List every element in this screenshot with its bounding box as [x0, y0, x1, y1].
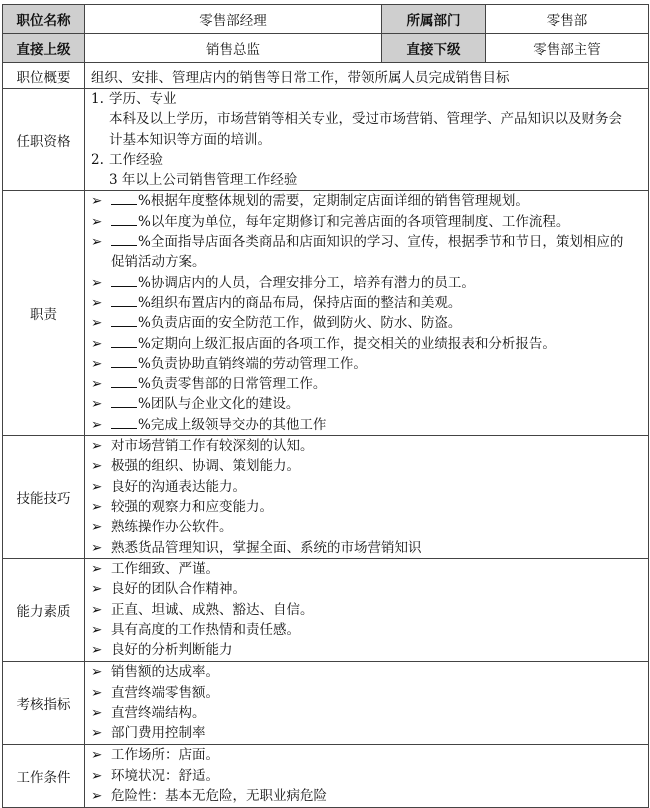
arrow-bullet-icon: ➢	[91, 458, 103, 475]
duty-item: ➢ %组织布置店内的商品布局，保持店面的整洁和美观。	[91, 293, 644, 313]
subordinate-label: 直接下级	[382, 34, 486, 63]
arrow-bullet-icon: ➢	[91, 642, 103, 659]
abilities-label: 能力素质	[3, 558, 85, 661]
overview-row	[3, 63, 649, 89]
condition-item: ➢ 环境状况：舒适。	[91, 766, 644, 786]
arrow-bullet-icon: ➢	[91, 478, 103, 495]
header-row-1	[3, 5, 649, 34]
conditions-label: 工作条件	[3, 744, 85, 807]
arrow-bullet-icon: ➢	[91, 725, 103, 742]
arrow-bullet-icon: ➢	[91, 519, 103, 536]
arrow-bullet-icon: ➢	[91, 294, 103, 311]
conditions-row	[3, 744, 649, 807]
overview-label: 职位概要	[3, 63, 85, 89]
duty-item: ➢ %以年度为单位，每年定期修订和完善店面的各项管理制度、工作流程。	[91, 212, 644, 232]
percentage-blank	[111, 355, 137, 368]
overview-text: 组织、安排、管理店内的销售等日常工作，带领所属人员完成销售目标	[85, 63, 649, 89]
percentage-blank	[111, 233, 137, 246]
percentage-blank	[111, 274, 137, 287]
arrow-bullet-icon: ➢	[91, 438, 103, 455]
ability-item: ➢ 良好的团队合作精神。	[91, 579, 644, 599]
arrow-bullet-icon: ➢	[91, 213, 103, 230]
qualification-item-education: 1. 学历、专业	[91, 91, 177, 107]
header-row-2	[3, 34, 649, 63]
arrow-bullet-icon: ➢	[91, 601, 103, 618]
percentage-blank	[111, 335, 137, 348]
skills-row	[3, 436, 649, 559]
duties-row	[3, 191, 649, 436]
kpi-item: ➢ 直营终端结构。	[91, 703, 644, 723]
position-name-label: 职位名称	[3, 5, 85, 34]
arrow-bullet-icon: ➢	[91, 747, 103, 764]
kpi-item: ➢ 部门费用控制率	[91, 723, 644, 743]
abilities-list	[85, 558, 649, 661]
skill-item: ➢ 良好的沟通表达能力。	[91, 477, 644, 497]
position-name-value: 零售部经理	[85, 5, 382, 34]
subordinate-value: 零售部主管	[486, 34, 649, 63]
duty-item: ➢ %负责店面的安全防范工作，做到防火、防水、防盗。	[91, 313, 644, 333]
arrow-bullet-icon: ➢	[91, 416, 103, 433]
percentage-blank	[111, 375, 137, 388]
kpis-label: 考核指标	[3, 661, 85, 744]
duty-item: ➢ %协调店内的人员，合理安排分工，培养有潜力的员工。	[91, 273, 644, 293]
arrow-bullet-icon: ➢	[91, 193, 103, 210]
arrow-bullet-icon: ➢	[91, 561, 103, 578]
duty-item: ➢ %负责协助直销终端的劳动管理工作。	[91, 354, 644, 374]
duty-item: ➢ %负责零售部的日常管理工作。	[91, 374, 644, 394]
ability-item: ➢ 良好的分析判断能力	[91, 640, 644, 660]
arrow-bullet-icon: ➢	[91, 498, 103, 515]
arrow-bullet-icon: ➢	[91, 274, 103, 291]
ability-item: ➢ 正直、坦诚、成熟、豁达、自信。	[91, 600, 644, 620]
qualifications-label: 任职资格	[3, 89, 85, 191]
job-description-table	[2, 4, 649, 808]
arrow-bullet-icon: ➢	[91, 621, 103, 638]
arrow-bullet-icon: ➢	[91, 234, 103, 251]
duties-label: 职责	[3, 191, 85, 436]
job-description-sheet	[2, 4, 648, 808]
arrow-bullet-icon: ➢	[91, 767, 103, 784]
duty-item: ➢ %团队与企业文化的建设。	[91, 394, 644, 414]
arrow-bullet-icon: ➢	[91, 684, 103, 701]
percentage-blank	[111, 416, 137, 429]
ability-item: ➢ 具有高度的工作热情和责任感。	[91, 620, 644, 640]
percentage-blank	[111, 395, 137, 408]
department-label: 所属部门	[382, 5, 486, 34]
qualification-item-experience: 2. 工作经验	[91, 151, 163, 168]
condition-item: ➢ 危险性：基本无危险，无职业病危险	[91, 786, 644, 806]
qualification-education-text-2: 计基本知识等方面的培训。	[109, 131, 271, 148]
skill-item: ➢ 对市场营销工作有较深刻的认知。	[91, 436, 644, 456]
kpi-item: ➢ 销售额的达成率。	[91, 662, 644, 682]
skill-item: ➢ 极强的组织、协调、策划能力。	[91, 456, 644, 476]
duties-list	[85, 191, 649, 436]
arrow-bullet-icon: ➢	[91, 335, 103, 352]
kpi-item: ➢ 直营终端零售额。	[91, 683, 644, 703]
skills-label: 技能技巧	[3, 436, 85, 559]
arrow-bullet-icon: ➢	[91, 396, 103, 413]
department-value: 零售部	[486, 5, 649, 34]
arrow-bullet-icon: ➢	[91, 704, 103, 721]
skill-item: ➢ 熟练操作办公软件。	[91, 517, 644, 537]
qualifications-content	[85, 89, 649, 191]
qualification-experience-text: 3 年以上公司销售管理工作经验	[109, 172, 298, 189]
ability-item: ➢ 工作细致、严谨。	[91, 559, 644, 579]
skill-item: ➢ 熟悉货品管理知识，掌握全面、系统的市场营销知识	[91, 538, 644, 558]
duty-item: ➢ %根据年度整体规划的需要，定期制定店面详细的销售管理规划。	[91, 191, 644, 211]
kpis-list	[85, 661, 649, 744]
percentage-blank	[111, 192, 137, 205]
kpis-row	[3, 661, 649, 744]
qualification-education-text-1: 本科及以上学历，市场营销等相关专业，受过市场营销、管理学、产品知识以及财务会	[109, 111, 622, 128]
condition-item: ➢ 工作场所：店面。	[91, 745, 644, 765]
arrow-bullet-icon: ➢	[91, 355, 103, 372]
superior-value: 销售总监	[85, 34, 382, 63]
percentage-blank	[111, 294, 137, 307]
abilities-row	[3, 558, 649, 661]
arrow-bullet-icon: ➢	[91, 315, 103, 332]
qualifications-row	[3, 89, 649, 191]
percentage-blank	[111, 314, 137, 327]
conditions-list	[85, 744, 649, 807]
arrow-bullet-icon: ➢	[91, 539, 103, 556]
percentage-blank	[111, 213, 137, 226]
skills-list	[85, 436, 649, 559]
duty-item: ➢ %全面指导店面各类商品和店面知识的学习、宣传，根据季节和节日，策划相应的 促销活动方案。	[91, 234, 624, 271]
superior-label: 直接上级	[3, 34, 85, 63]
arrow-bullet-icon: ➢	[91, 376, 103, 393]
skill-item: ➢ 较强的观察力和应变能力。	[91, 497, 644, 517]
arrow-bullet-icon: ➢	[91, 664, 103, 681]
duty-item: ➢ %定期向上级汇报店面的各项工作，提交相关的业绩报表和分析报告。	[91, 334, 644, 354]
arrow-bullet-icon: ➢	[91, 581, 103, 598]
duty-item: ➢ %完成上级领导交办的其他工作	[91, 415, 644, 435]
arrow-bullet-icon: ➢	[91, 787, 103, 804]
